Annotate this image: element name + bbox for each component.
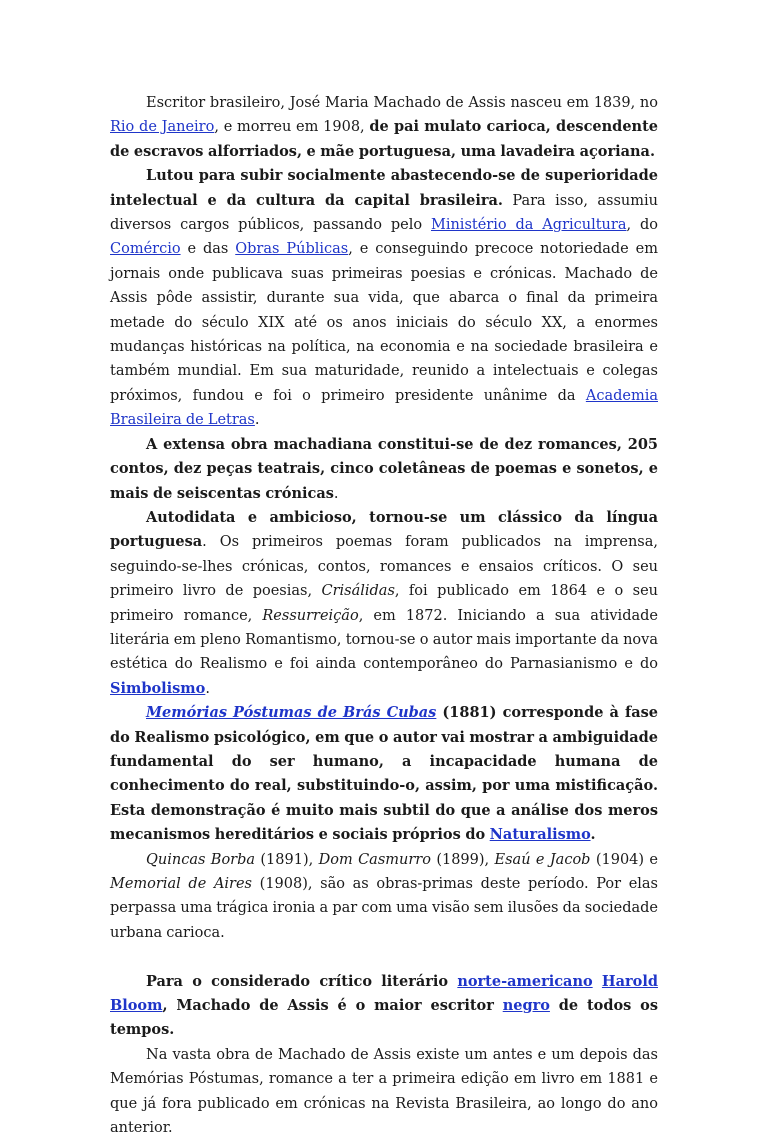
paragraph-bloom <box>110 970 658 1043</box>
link-obras-publicas[interactable]: Obras Públicas <box>235 241 349 258</box>
link-academia-brasileira[interactable]: Academia Brasileira de Letras <box>110 387 658 429</box>
text: , e morreu em 1908, <box>214 119 370 136</box>
text: , em 1872. Iniciando a sua atividade literária em pleno Romantismo, tornou-se o autor mais importante da nova estética do Realismo e foi ainda contemporâneo do Parnasianismo e do <box>110 607 658 673</box>
text: Escritor brasileiro, José Maria Machado de Assis nasceu em 1839, no <box>146 95 658 111</box>
bold-text: de pai mulato carioca, descendente de escravos alforriados, e mãe portuguesa, uma lavadeira açoriana. <box>110 118 659 160</box>
text: Na vasta obra de Machado de Assis existe um antes e um depois das Memórias Póstumas, romance a ter a primeira edição em livro em 1881 e que já fora publicado em crónicas na Revista Brasileira, ao longo do ano anterior. <box>110 1046 658 1137</box>
bold-text: Lutou para subir socialmente abastecendo-se de superioridade intelectual e da cultura da capital brasileira. <box>110 167 658 209</box>
text: , do <box>626 217 659 234</box>
text: . <box>254 412 260 429</box>
bold-text: (1881) corresponde à fase do Realismo psicológico, em que o autor vai mostrar a ambiguidade fundamental do ser humano, a incapacidade humana de conhecimento do real, substituindo-o, assim, por uma mistificação. Esta demonstração é muito mais subtil do que a análise dos meros mecanismos hereditários e sociais próprios do <box>110 704 659 844</box>
italic-title: Memorial de Aires <box>110 876 253 892</box>
paragraph-spacer <box>110 945 658 969</box>
link-ministerio-agricultura[interactable]: Ministério da Agricultura <box>430 217 627 234</box>
bold-text: , Machado de Assis é o maior escritor <box>162 997 503 1015</box>
paragraph-autodidact <box>110 506 658 701</box>
text: , e conseguindo precoce notoriedade em jornais onde publicava suas primeiras poesias e crónicas. Machado de Assis pôde assistir, durante sua vida, que abarca o final da primeira metade do século XIX até os anos iniciais do século XX, a enormes mudanças históricas na política, na economia e na sociedade brasileira e também mundial. Em sua maturidade, reunido a intelectuais e colegas próximos, fundou e foi o primeiro presidente unânime da <box>110 241 658 404</box>
link-norte-americano[interactable]: norte-americano <box>457 972 593 990</box>
text: Para isso, assumiu diversos cargos públicos, passando pelo <box>110 192 658 234</box>
text: . Os primeiros poemas foram publicados na imprensa, seguindo-se-lhes crónicas, contos, romances e ensaios críticos. O seu primeiro livro de poesias, <box>110 534 658 600</box>
link-simbolismo[interactable]: Simbolismo <box>110 679 206 697</box>
text: e das <box>180 241 236 258</box>
link-negro[interactable]: negro <box>502 997 550 1015</box>
link-comercio[interactable]: Comércio <box>110 241 181 258</box>
bold-text: Autodidata e ambicioso, tornou-se um clássico da língua portuguesa <box>110 508 658 551</box>
text: (1904) e <box>590 851 659 868</box>
paragraph-career <box>110 164 658 432</box>
bold-text: de todos os tempos. <box>110 997 658 1039</box>
text: , foi publicado em 1864 e o seu primeiro romance, <box>110 583 658 624</box>
paragraph-works-count <box>110 433 658 506</box>
bold-text: A extensa obra machadiana constitui-se de dez romances, 205 contos, dez peças teatrais, cinco coletâneas de poemas e sonetos, e mais de seiscentas crónicas <box>110 435 658 502</box>
paragraph-memorias <box>110 701 658 847</box>
italic-title: Crisálidas <box>321 583 395 600</box>
paragraph-birth <box>110 91 658 164</box>
link-naturalismo[interactable]: Naturalismo <box>489 826 591 844</box>
document-body <box>110 91 658 1140</box>
bold-text: . <box>590 826 596 844</box>
italic-title: Dom Casmurro <box>318 851 431 868</box>
bold-text: Para o considerado crítico literário <box>146 972 458 990</box>
bold-text <box>593 973 602 990</box>
paragraph-before-after <box>110 1043 658 1140</box>
italic-title: Esaú e Jacob <box>494 851 591 868</box>
text: (1908), são as obras-primas deste período. Por elas perpassa uma trágica ironia a par com uma visão sem ilusões da sociedade urbana carioca. <box>110 876 659 941</box>
italic-title: Memórias Póstumas de Brás Cubas <box>146 704 437 722</box>
italic-title: Quincas Borba <box>146 851 256 868</box>
link-memorias-postumas[interactable] <box>146 704 436 721</box>
text: . <box>333 485 339 502</box>
link-rio-de-janeiro[interactable]: Rio de Janeiro <box>110 119 215 136</box>
paragraph-masterpieces <box>110 848 658 946</box>
link-harold-bloom[interactable]: Harold Bloom <box>110 972 658 1015</box>
text: (1899), <box>430 851 495 868</box>
text: . <box>205 680 210 697</box>
text: (1891), <box>255 851 319 868</box>
italic-title: Ressurreição <box>262 607 359 624</box>
